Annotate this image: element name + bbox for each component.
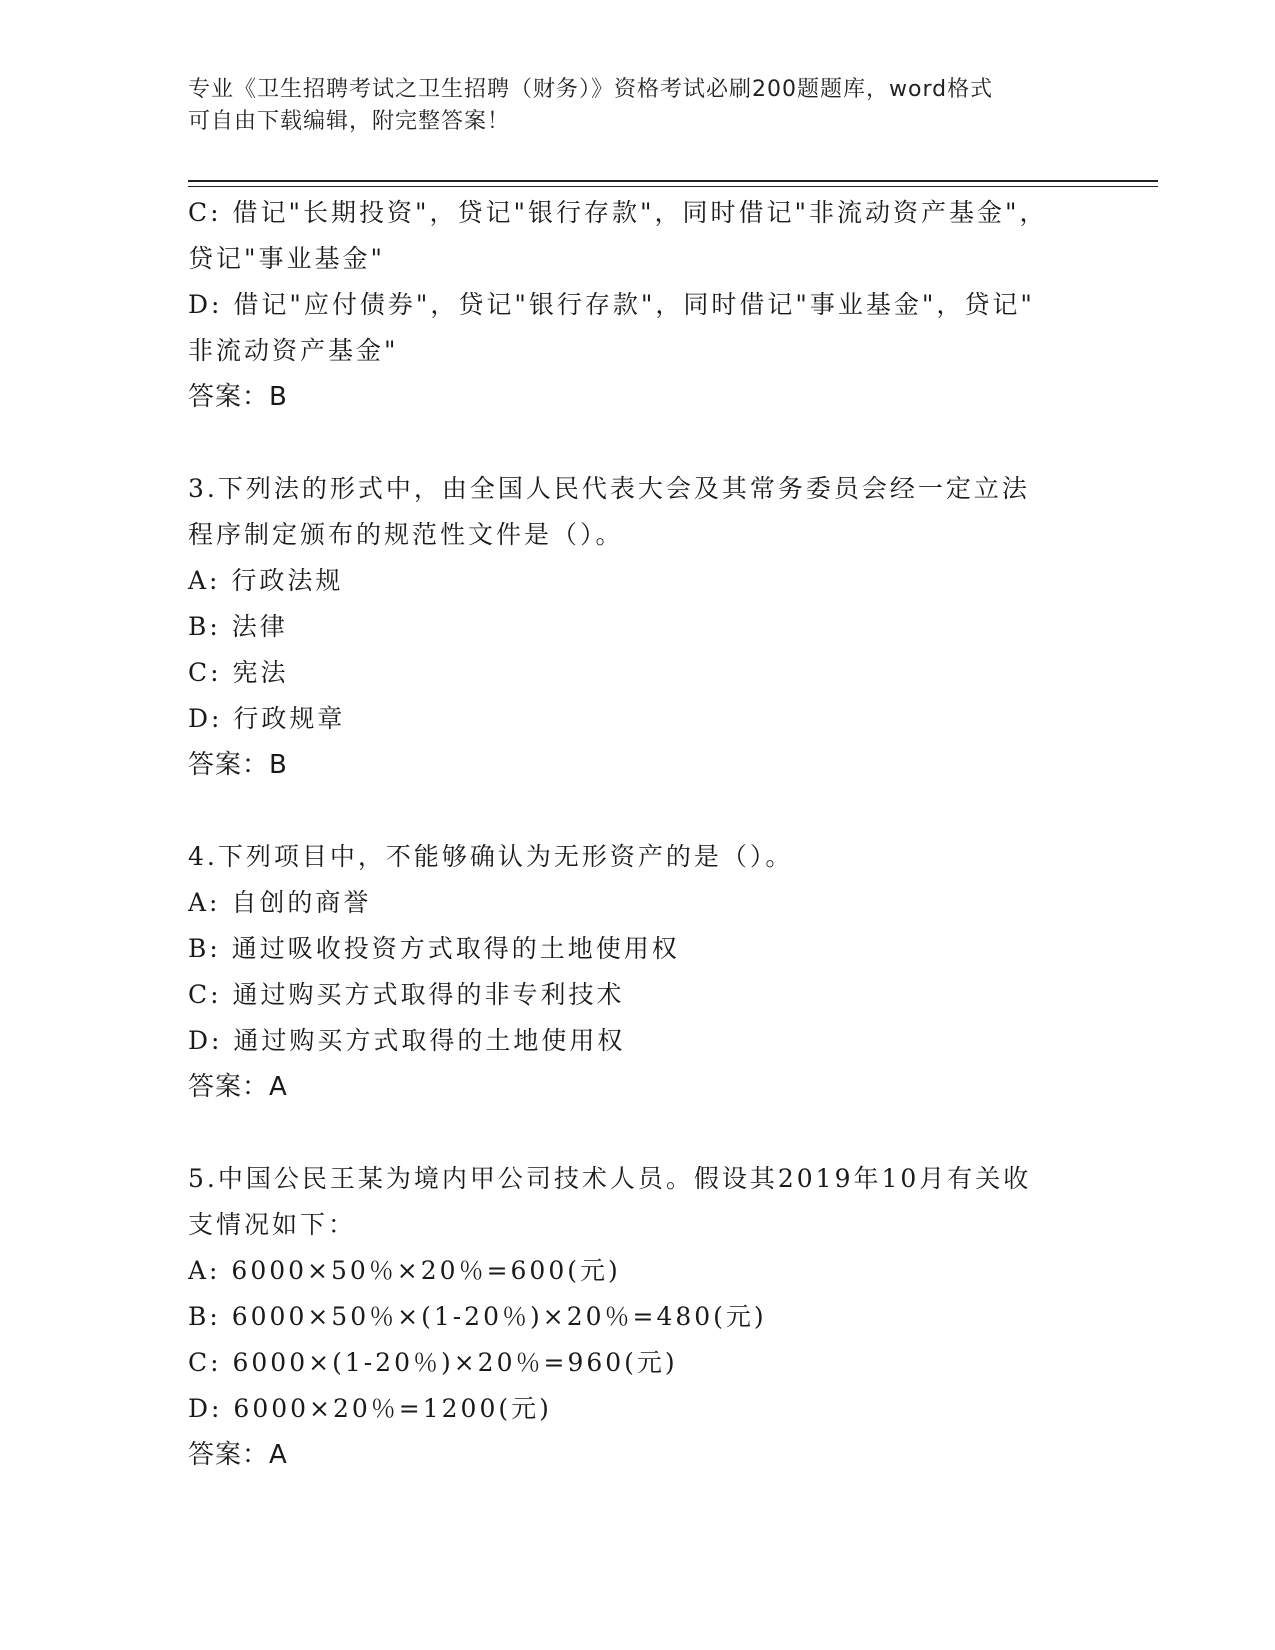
question-5	[188, 1156, 1088, 1478]
spacer	[188, 420, 1088, 466]
option-d-line-1: D: 借记"应付债券"，贷记"银行存款"，同时借记"事业基金"，贷记"	[188, 290, 1035, 319]
spacer	[188, 1110, 1088, 1156]
answer-label: 答案：B	[188, 750, 288, 780]
question-3	[188, 466, 1088, 788]
question-stem-line-1: 3.下列法的形式中，由全国人民代表大会及其常务委员会经一定立法	[188, 474, 1030, 503]
spacer	[188, 788, 1088, 834]
question-2-continued	[188, 190, 1088, 420]
question-stem-line-1: 4.下列项目中，不能够确认为无形资产的是（）。	[188, 842, 794, 871]
option-a: A: 6000×50％×20％=600(元)	[188, 1256, 621, 1285]
answer-label: 答案：A	[188, 1072, 288, 1102]
option-d: D: 行政规章	[188, 704, 346, 733]
option-b: B: 通过吸收投资方式取得的土地使用权	[188, 934, 680, 963]
header-divider-thin	[188, 186, 1158, 187]
header-divider-thick	[188, 180, 1158, 182]
option-d: D: 通过购买方式取得的土地使用权	[188, 1026, 626, 1055]
option-b: B: 6000×50％×(1-20％)×20％=480(元)	[188, 1302, 767, 1331]
question-stem-line-2: 程序制定颁布的规范性文件是（）。	[188, 520, 624, 549]
answer-label: 答案：B	[188, 382, 288, 412]
question-4	[188, 834, 1088, 1110]
option-a: A: 自创的商誉	[188, 888, 372, 917]
option-c: C: 6000×(1-20％)×20％=960(元)	[188, 1348, 678, 1377]
header-line-2: 可自由下载编辑，附完整答案！	[188, 109, 511, 134]
option-d: D: 6000×20％=1200(元)	[188, 1394, 552, 1423]
document-body	[188, 190, 1088, 1478]
option-c-line-1: C: 借记"长期投资"，贷记"银行存款"，同时借记"非流动资产基金"，	[188, 198, 1048, 227]
option-a: A: 行政法规	[188, 566, 344, 595]
option-c-line-2: 贷记"事业基金"	[188, 244, 385, 273]
option-b: B: 法律	[188, 612, 288, 641]
option-d-line-2: 非流动资产基金"	[188, 336, 399, 365]
answer-label: 答案：A	[188, 1440, 288, 1470]
question-stem-line-2: 支情况如下：	[188, 1210, 357, 1239]
option-c: C: 宪法	[188, 658, 289, 687]
header-line-1: 专业《卫生招聘考试之卫生招聘（财务）》资格考试必刷200题题库，word格式	[188, 77, 994, 102]
document-header	[188, 74, 1088, 138]
option-c: C: 通过购买方式取得的非专利技术	[188, 980, 625, 1009]
question-stem-line-1: 5.中国公民王某为境内甲公司技术人员。假设其2019年10月有关收	[188, 1164, 1032, 1193]
